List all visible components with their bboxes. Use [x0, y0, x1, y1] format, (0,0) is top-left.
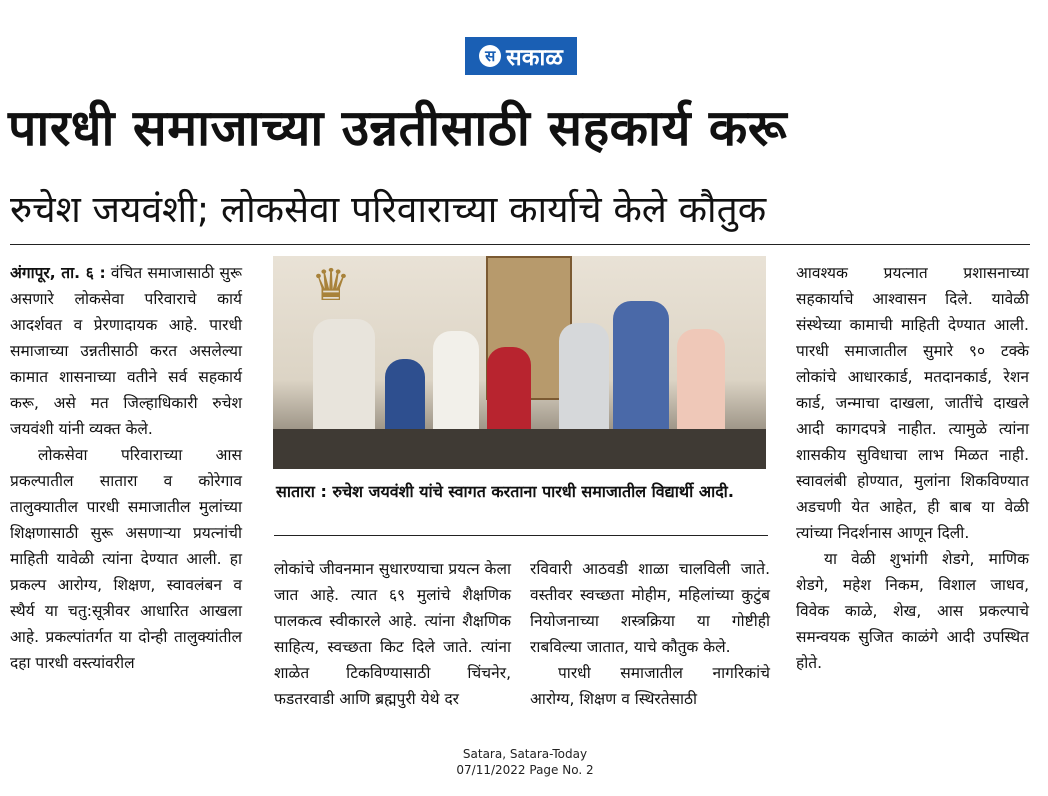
article-column-4 — [796, 260, 1029, 676]
paragraph: लोकांचे जीवनमान सुधारण्याचा प्रयत्न केला जात आहे. त्यात ६९ मुलांचे शैक्षणिक पालकत्व स्वीकारले आहे. त्यांना शैक्षणिक साहित्य, स्वच्छता किट दिले जाते. त्यांना शाळेत टिकविण्यासाठी चिंचनेर, फडतरवाडी आणि ब्रह्मपुरी येथे दर — [274, 560, 511, 708]
divider — [274, 535, 768, 536]
logo-mark-icon: स — [479, 45, 501, 67]
dateline: अंगापूर, ता. ६ : — [10, 264, 106, 282]
emblem-icon: ♛ — [311, 260, 351, 311]
paragraph: वंचित समाजासाठी सुरू असणारे लोकसेवा परिवाराचे कार्य आदर्शवत व प्रेरणादायक आहे. पारधी समाजाच्या उन्नतीसाठी करत असलेल्या कामात शासनाच्या वतीने सर्व सहकार्य करू, असे मत जिल्हाधिकारी रुचेश जयवंशी यांनी व्यक्त केले. — [10, 264, 242, 438]
paragraph: या वेळी शुभांगी शेडगे, माणिक शेडगे, महेश निकम, विशाल जाधव, विवेक काळे, शेख, आस प्रकल्पाचे समन्वयक सुजित काळंगे आदी उपस्थित होते. — [796, 550, 1029, 672]
headline: पारधी समाजाच्या उन्नतीसाठी सहकार्य करू — [8, 99, 788, 157]
paragraph: पारधी समाजातील नागरिकांचे आरोग्य, शिक्षण व स्थिरतेसाठी — [530, 664, 770, 708]
newspaper-logo — [465, 37, 577, 75]
paragraph: आवश्यक प्रयत्नात प्रशासनाच्या सहकार्याचे आश्वासन दिले. यावेळी संस्थेच्या कामाची माहिती देण्यात आली. पारधी समाजातील सुमारे ९० टक्के लोकांचे आधारकार्ड, मतदानकार्ड, रेशन कार्ड, जन्माचा दाखला, जातींचे दाखले आदी कागदपत्रे नाहीत. त्यामुळे त्यांना शासकीय सुविधाचा लाभ मिळत नाही. स्वावलंबी होण्यात, मुलांना शिकविण्यात अडचणी येत आहेत, ही बाब या वेळी त्यांच्या निदर्शनास आणून दिली. — [796, 264, 1029, 542]
photo-desk — [273, 429, 766, 469]
article-column-2 — [274, 556, 511, 712]
article-column-3 — [530, 556, 770, 712]
article-column-1 — [10, 260, 242, 676]
paragraph: लोकसेवा परिवाराच्या आस प्रकल्पातील सातारा व कोरेगाव तालुक्यातील पारधी समाजातील मुलांच्या शिक्षणासाठी सुरू असणाऱ्या प्रयत्नांची माहिती यावेळी त्यांना देण्यात आली. हा प्रकल्प आरोग्य, शिक्षण, स्वावलंबन व स्थैर्य या चतु:सूत्रीवर आधारित आखला आहे. प्रकल्पांतर्गत या दोन्ही तालुक्यांतील दहा पारधी वस्त्यांवरील — [10, 446, 242, 672]
photo-caption: सातारा : रुचेश जयवंशी यांचे स्वागत करताना पारधी समाजातील विद्यार्थी आदी. — [276, 482, 734, 501]
footer-source: Satara, Satara-Today — [462, 747, 588, 761]
logo-text: सकाळ — [506, 45, 563, 71]
footer-date-page: 07/11/2022 Page No. 2 — [456, 763, 594, 777]
subheadline: रुचेश जयवंशी; लोकसेवा परिवाराच्या कार्याचे केले कौतुक — [10, 188, 767, 231]
source-footer — [430, 746, 620, 778]
divider — [10, 244, 1030, 245]
paragraph: रविवारी आठवडी शाळा चालविली जाते. वस्तीवर स्वच्छता मोहीम, महिलांच्या कुटुंब नियोजनाच्या शस्त्रक्रिया या गोष्टीही राबविल्या जातात, याचे कौतुक केले. — [530, 560, 770, 656]
news-photo — [273, 256, 766, 469]
